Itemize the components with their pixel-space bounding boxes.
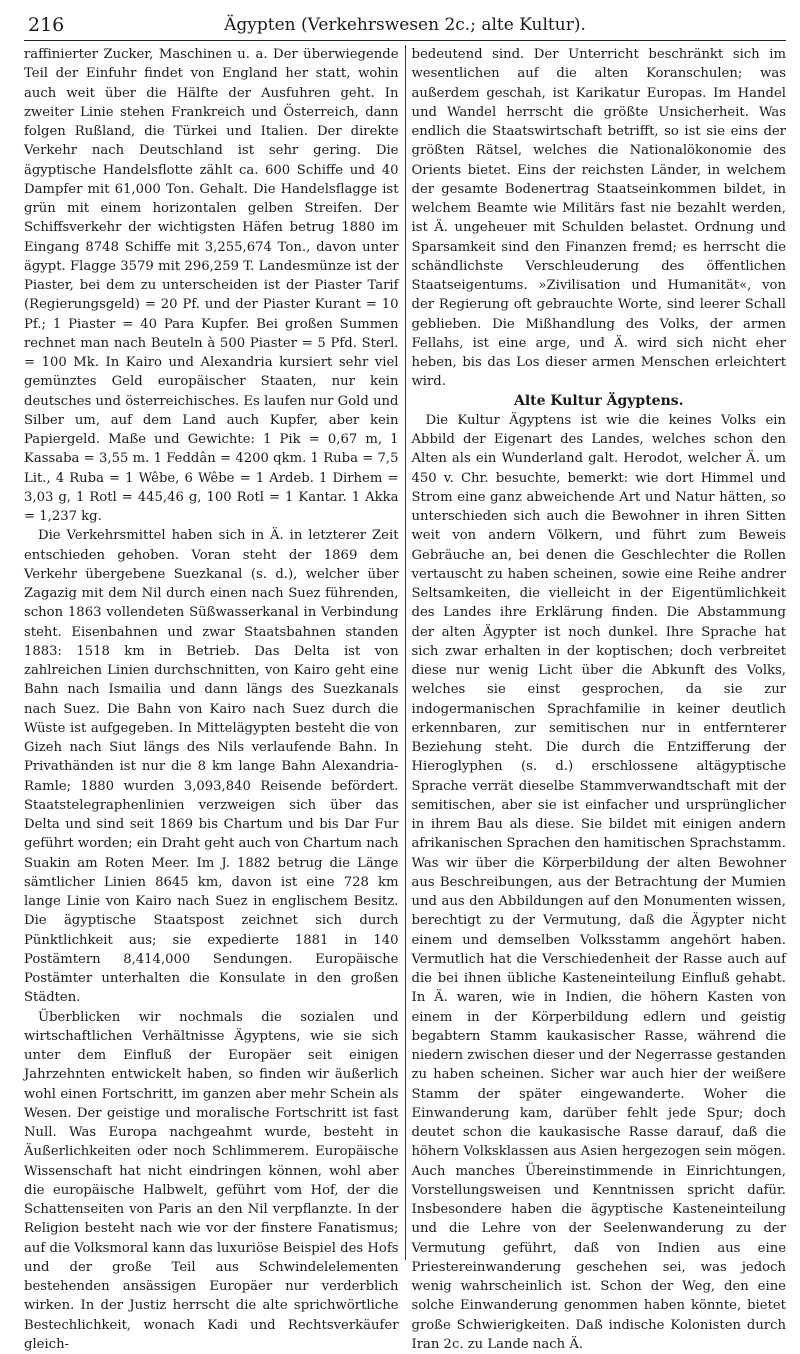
right-column <box>405 45 787 1260</box>
paragraph: bedeutend sind. Der Unterricht beschränkt sich im wesentlichen auf die alten Koranschulen; was außerdem geschah, ist Karikatur Europas. Im Handel und Wandel herrscht die größte Unsicherheit. Was endlich die Staatswirtschaft betrifft, so ist sie eins der größten Rätsel, welches die Nationalökonomie des Orients bietet. Eins der reichsten Länder, in welchem der gesamte Bodenertrag Staatseinkommen bildet, in welchem Beamte wie Militärs fast nie bezahlt werden, ist Ä. ungeheuer mit Schulden belastet. Ordnung und Sparsamkeit sind den Finanzen fremd; es herrscht die schändlichste Verschleuderung des öffentlichen Staatseigentums. »Zivilisation und Humanität«, von der Regierung oft gebrauchte Worte, sind leerer Schall geblieben. Die Mißhandlung des Volks, der armen Fellahs, ist eine arge, und Ä. wird sich nicht eher heben, bis das Los dieser armen Menschen erleichtert wird. <box>412 45 787 392</box>
page-number: 216 <box>28 14 64 36</box>
running-head: Ägypten (Verkehrswesen 2c.; alte Kultur). <box>24 15 786 35</box>
paragraph: raffinierter Zucker, Maschinen u. a. Der überwiegende Teil der Einfuhr findet von England her statt, wohin auch weit über die Hälfte der Ausfuhren geht. In zweiter Linie stehen Frankreich und Österreich, dann folgen Rußland, die Türkei und Italien. Der direkte Verkehr nach Deutschland ist sehr gering. Die ägyptische Handelsflotte zählt ca. 600 Schiffe und 40 Dampfer mit 61,000 Ton. Gehalt. Die Handelsflagge ist grün mit einem horizontalen gelben Streifen. Der Schiffsverkehr der wichtigsten Häfen betrug 1880 im Eingang 8748 Schiffe mit 3,255,674 Ton., davon unter ägypt. Flagge 3579 mit 296,259 T. Landesmünze ist der Piaster, bei dem zu unterscheiden ist der Piaster Tarif (Regierungsgeld) = 20 Pf. und der Piaster Kurant = 10 Pf.; 1 Piaster = 40 Para Kupfer. Bei großen Summen rechnet man nach Beuteln à 500 Piaster = 5 Pfd. Sterl. = 100 Mk. In Kairo und Alexandria kursiert sehr viel gemünztes Geld europäischer Staaten, nur kein deutsches und österreichisches. Es laufen nur Gold und Silber um, auf dem Land auch Kupfer, aber kein Papiergeld. Maße und Gewichte: 1 Pik = 0,67 m, 1 Kassaba = 3,55 m. 1 Feddân = 4200 qkm. 1 Ruba = 7,5 Lit., 4 Ruba = 1 Wêbe, 6 Wêbe = 1 Ardeb. 1 Dirhem = 3,03 g, 1 Rotl = 445,46 g, 100 Rotl = 1 Kantar. 1 Akka = 1,237 kg. <box>24 45 399 526</box>
paragraph: Die Verkehrsmittel haben sich in Ä. in letzterer Zeit entschieden gehoben. Voran steht der 1869 dem Verkehr übergebene Suezkanal (s. d.), welcher über Zagazig mit dem Nil durch einen nach Suez führenden, schon 1863 vollendeten Süßwasserkanal in Verbindung steht. Eisenbahnen und zwar Staatsbahnen standen 1883: 1518 km in Betrieb. Das Delta ist von zahlreichen Linien durchschnitten, von Kairo geht eine Bahn nach Ismailia und dann längs des Suezkanals nach Suez. Die Bahn von Kairo nach Suez durch die Wüste ist aufgegeben. In Mittelägypten besteht die von Gizeh nach Siut längs des Nils verlaufende Bahn. In Privathänden ist nur die 8 km lange Bahn Alexandria-Ramle; 1880 wurden 3,093,840 Reisende befördert. Staatstelegraphenlinien verzweigen sich über das Delta und sind seit 1869 bis Chartum und bis Dar Fur geführt worden; ein Draht geht auch von Chartum nach Suakin am Roten Meer. Im J. 1882 betrug die Länge sämtlicher Linien 8645 km, davon ist eine 728 km lange Linie von Kairo nach Suez in englischem Besitz. Die ägyptische Staatspost zeichnet sich durch Pünktlichkeit aus; sie expedierte 1881 in 140 Postämtern 8,414,000 Sendungen. Europäische Postämter unterhalten die Konsulate in den großen Städten. <box>24 526 399 1007</box>
paragraph: Überblicken wir nochmals die sozialen und wirtschaftlichen Verhältnisse Ägyptens, wie sie sich unter dem Einfluß der Europäer seit einigen Jahrzehnten entwickelt haben, so finden wir äußerlich wohl einen Fortschritt, im ganzen aber mehr Schein als Wesen. Der geistige und moralische Fortschritt ist fast Null. Was Europa nachgeahmt wurde, besteht in Äußerlichkeiten oder noch Schlimmerem. Europäische Wissenschaft hat nicht eindringen können, wohl aber die europäische Halbwelt, geführt vom Hof, der die Schattenseiten von Paris an den Nil verpflanzte. In der Religion besteht nach wie vor der finstere Fanatismus; auf die Volksmoral kann das luxuriöse Beispiel des Hofs und der große Teil aus Schwindelelementen bestehenden ansässigen Europäer nur verderblich wirken. In der Justiz herrscht die alte sprichwörtliche Bestechlichkeit, wonach Kadi und Rechtsverkäufer gleich- <box>24 1008 399 1354</box>
left-column <box>24 45 405 1260</box>
page-header <box>24 10 786 41</box>
section-heading: Alte Kultur Ägyptens. <box>412 392 787 411</box>
paragraph: Die Kultur Ägyptens ist wie die keines Volks ein Abbild der Eigenart des Landes, welches schon den Alten als ein Wunderland galt. Herodot, welcher Ä. um 450 v. Chr. besuchte, bemerkt: wie dort Himmel und Strom eine ganz abweichende Art und Natur hätten, so unterschieden sich auch die Bewohner in ihren Sitten weit von andern Völkern, und führt zum Beweis Gebräuche an, bei denen die Geschlechter die Rollen vertauscht zu haben scheinen, sowie eine Reihe andrer Seltsamkeiten, die vielleicht in der Eigentümlichkeit des Landes ihre Erklärung finden. Die Abstammung der alten Ägypter ist noch dunkel. Ihre Sprache hat sich zwar erhalten in der koptischen; doch verbreitet diese nur wenig Licht über die Abkunft des Volks, welches sie einst gesprochen, da sie zur indogermanischen Sprachfamilie in keiner deutlich erkennbaren, zur semitischen nur in entfernterer Beziehung steht. Die durch die Entzifferung der Hieroglyphen (s. d.) erschlossene altägyptische Sprache verrät dieselbe Stammverwandtschaft mit der semitischen, aber sie ist einfacher und ursprünglicher in ihrem Bau als diese. Sie bildet mit einigen andern afrikanischen Sprachen den hamitischen Sprachstamm. Was wir über die Körperbildung der alten Bewohner aus Beschreibungen, aus der Betrachtung der Mumien und aus den Abbildungen auf den Monumenten wissen, berechtigt zu der Vermutung, daß die Ägypter nicht einem und demselben Volksstamm angehört haben. Vermutlich hat die Verschiedenheit der Rasse auch auf die bei ihnen übliche Kasteneinteilung Einfluß gehabt. In Ä. waren, wie in Indien, die höhern Kasten von einem in der Körperbildung edlern und geistig begabtern Stamm kaukasischer Rasse, während die niedern zwischen dieser und der Negerrasse gestanden zu haben scheinen. Sicher war auch hier der weißere Stamm der später eingewanderte. Woher die Einwanderung kam, darüber fehlt jede Spur; doch deutet schon die kaukasische Rasse darauf, daß die höhern Volksklassen aus Asien hergezogen sein mögen. Auch manches Übereinstimmende in Einrichtungen, Vorstellungsweisen und Kenntnissen spricht dafür. Insbesondere haben die ägyptische Kasteneinteilung und die Lehre von der Seelenwanderung zu der Vermutung geführt, daß von Indien aus eine Priestereinwanderung geschehen sei, was jedoch wenig wahrscheinlich ist. Schon der Weg, den eine solche Einwanderung genommen haben könnte, bietet große Schwierigkeiten. Daß indische Kolonisten durch Iran 2c. zu Lande nach Ä. <box>412 411 787 1354</box>
text-columns <box>24 45 786 1260</box>
